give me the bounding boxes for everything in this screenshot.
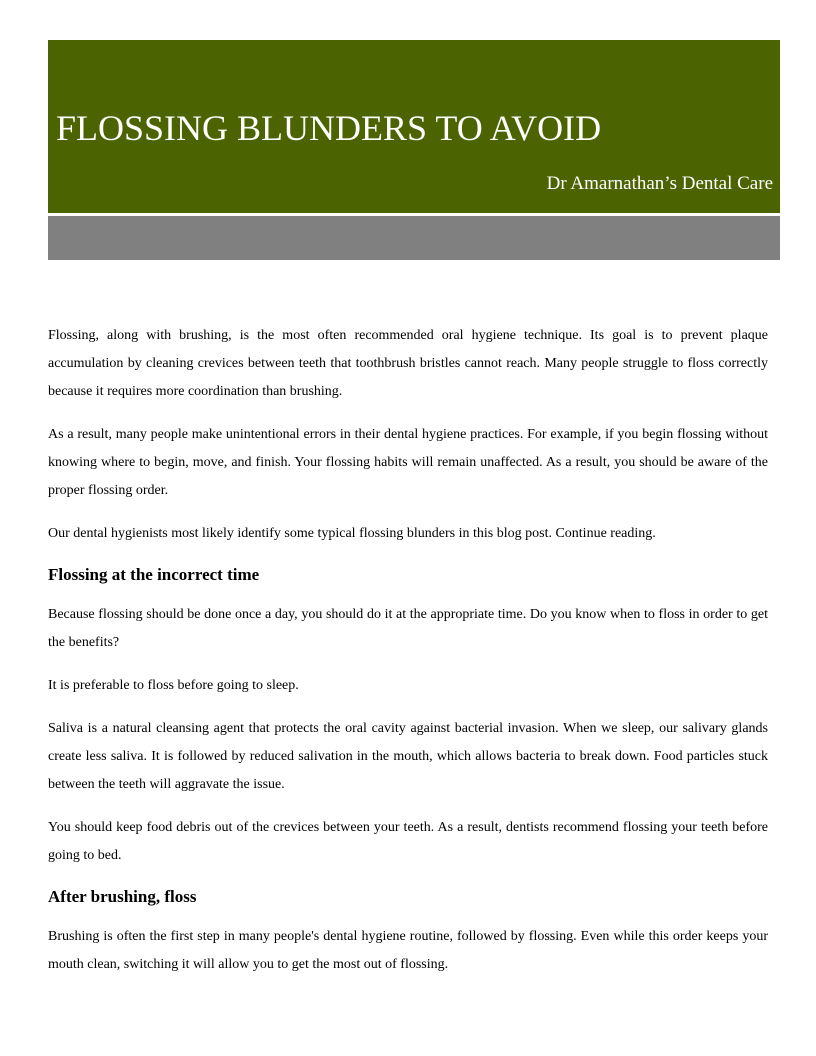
section-paragraph: Saliva is a natural cleansing agent that protects the oral cavity against bacterial invasion. When we sleep, our salivary glands create less saliva. It is followed by reduced salivation in the mouth, which allows bacteria to break down. Food particles stuck between the teeth will aggravate the issue. (48, 721, 768, 792)
document-subtitle: Dr Amarnathan’s Dental Care (546, 173, 773, 194)
accent-bar (48, 216, 780, 260)
header-banner (48, 40, 780, 213)
section-paragraph: It is preferable to floss before going to sleep. (48, 678, 299, 693)
article-body (48, 322, 768, 994)
intro-paragraph: Our dental hygienists most likely identify some typical flossing blunders in this blog post. Continue reading. (48, 526, 656, 541)
intro-paragraph: As a result, many people make unintentional errors in their dental hygiene practices. For example, if you begin flossing without knowing where to begin, move, and finish. Your flossing habits will remain unaffected. As a result, you should be aware of the proper flossing order. (48, 427, 768, 498)
section-paragraph: Because flossing should be done once a day, you should do it at the appropriate time. Do you know when to floss in order to get the benefits? (48, 607, 768, 650)
section-heading: Flossing at the incorrect time (48, 565, 260, 584)
document-title: FLOSSING BLUNDERS TO AVOID (56, 108, 602, 148)
section-paragraph: Brushing is often the first step in many people's dental hygiene routine, followed by flossing. Even while this order keeps your mouth clean, switching it will allow you to get the most out of flossing. (48, 929, 768, 972)
section-paragraph: You should keep food debris out of the crevices between your teeth. As a result, dentists recommend flossing your teeth before going to bed. (48, 820, 768, 863)
section-heading: After brushing, floss (48, 887, 197, 906)
intro-paragraph: Flossing, along with brushing, is the most often recommended oral hygiene technique. Its goal is to prevent plaque accumulation by cleaning crevices between teeth that toothbrush bristles cannot reach. Many people struggle to floss correctly because it requires more coordination than brushing. (48, 328, 768, 399)
